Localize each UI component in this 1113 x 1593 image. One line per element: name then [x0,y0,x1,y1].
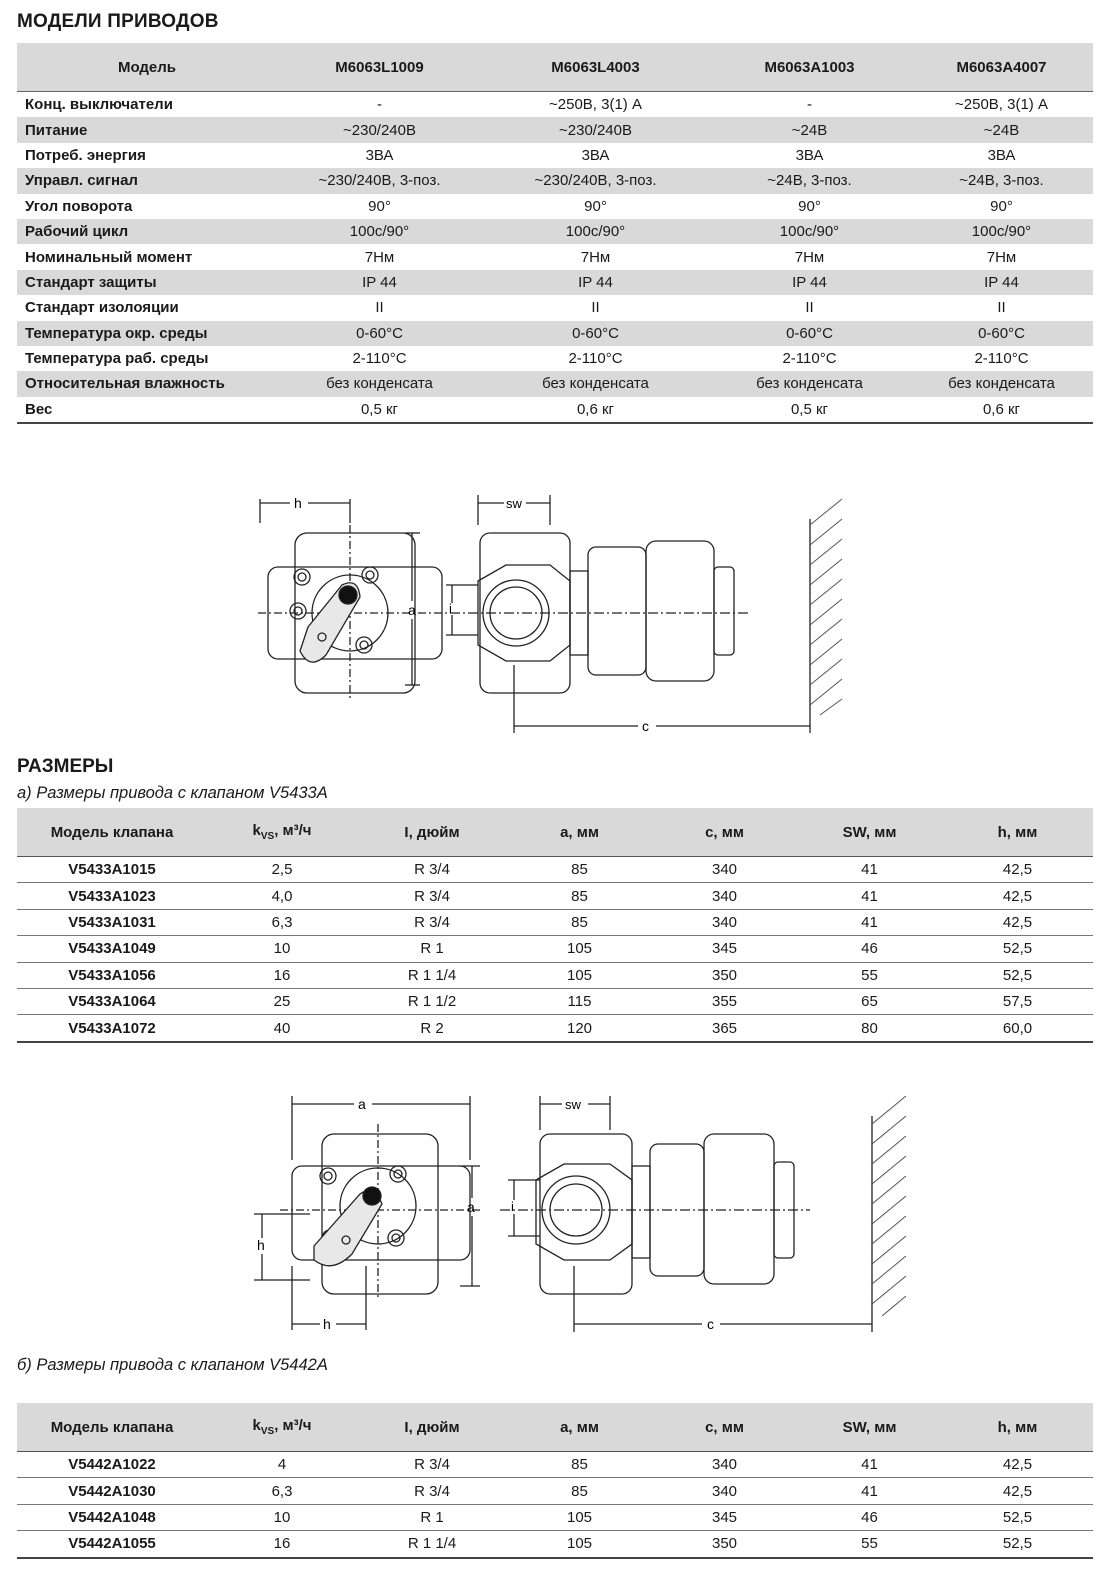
row-label-cell: V5442A1030 [17,1478,207,1504]
table-cell: R 1 1/4 [357,1531,507,1558]
table-row [17,1452,1093,1478]
table-cell: II [375,299,384,317]
table-row [17,962,1093,988]
table-cell: ~24В [709,117,910,142]
table-cell: 2-110°C [352,350,407,368]
valve-drawing-v5433a [230,485,870,745]
table-cell: 41 [797,1452,942,1478]
table-row [17,909,1093,935]
table-cell: 100с/90° [709,219,910,244]
table-cell: 0-60°C [482,321,709,346]
table-cell: 42,5 [942,1478,1093,1504]
table-row [17,988,1093,1014]
actuator-header-row [17,43,1093,92]
table-cell: ~24В, 3-поз. [910,168,1093,193]
table-cell: 52,5 [942,1504,1093,1530]
table-cell: 57,5 [942,988,1093,1014]
table-cell: 100с/90° [482,219,709,244]
table-row [17,321,1093,346]
table-cell: 60,0 [942,1015,1093,1042]
table-cell: 3ВА [365,146,394,164]
table-row [17,270,1093,295]
dim-label-h: h [294,495,302,511]
header-cell-kvs: $k_{VS}$, м³/ч [207,808,357,857]
row-label-cell: V5433A1049 [17,936,207,962]
dim-label-a: a [467,1199,475,1215]
row-label-cell: Номинальный момент [25,248,193,266]
table-cell: 345 [652,1504,797,1530]
table-cell: 6,3 [207,909,357,935]
dim-label-c: c [707,1316,714,1332]
table-cell: 0-60°C [910,321,1093,346]
table-cell: 350 [652,1531,797,1558]
row-label-cell: V5433A1015 [17,857,207,883]
table-cell: 65 [797,988,942,1014]
table-cell: IP 44 [709,270,910,295]
table-cell: 85 [507,883,652,909]
valve-drawing-v5442a [250,1090,920,1340]
header-cell: a, мм [507,808,652,857]
table-cell: 3ВА [795,146,824,164]
table-cell: 115 [507,988,652,1014]
table-cell: 52,5 [942,962,1093,988]
header-cell: SW, мм [797,808,942,857]
dim-label-a: a [358,1096,366,1112]
table-cell: 2-110°C [974,350,1029,368]
table-cell: R 2 [357,1015,507,1042]
header-cell: M6063L1009 [277,43,482,92]
table-cell: 7Нм [986,248,1017,266]
header-cell: M6063A4007 [910,43,1093,92]
actuator-models-title: МОДЕЛИ ПРИВОДОВ [17,11,219,32]
table-row [17,219,1093,244]
header-cell: SW, мм [797,1403,942,1452]
row-label-cell: Стандарт изолояции [25,299,179,317]
table-cell: 85 [507,857,652,883]
table-cell: 85 [507,909,652,935]
table-row [17,244,1093,269]
table-cell: 90° [584,197,607,215]
table-row [17,397,1093,423]
table-cell: 41 [797,883,942,909]
table-a-subtitle: а) Размеры привода с клапаном V5433A [17,784,328,802]
table-cell: R 3/4 [357,883,507,909]
table-cell: 4,0 [207,883,357,909]
table-cell: 90° [798,197,821,215]
table-a-header-row [17,808,1093,857]
table-cell: 55 [797,962,942,988]
row-label-cell: V5433A1031 [17,909,207,935]
table-row [17,1531,1093,1558]
table-row [17,883,1093,909]
table-cell: 90° [368,197,391,215]
table-cell: 40 [207,1015,357,1042]
row-label-cell: Температура раб. среды [25,350,209,368]
table-cell: 345 [652,936,797,962]
table-cell: ~230/240В, 3-поз. [482,168,709,193]
table-cell: 41 [797,909,942,935]
table-cell: II [997,299,1006,317]
table-row [17,92,1093,118]
table-cell: II [591,299,600,317]
table-row [17,857,1093,883]
header-cell: M6063A1003 [709,43,910,92]
dim-label-sw: sw [565,1097,581,1112]
table-cell: IP 44 [482,270,709,295]
table-cell: ~250В, 3(1) А [955,96,1048,114]
table-cell: ~230/240В, 3-поз. [277,168,482,193]
table-cell: 80 [797,1015,942,1042]
table-cell: 42,5 [942,857,1093,883]
table-cell: 46 [797,1504,942,1530]
row-label-cell: Потреб. энергия [25,146,146,164]
dimensions-table-b [17,1403,1093,1559]
table-cell: - [807,96,812,114]
table-row [17,936,1093,962]
table-cell: 42,5 [942,909,1093,935]
table-cell: R 3/4 [357,909,507,935]
row-label-cell: V5433A1064 [17,988,207,1014]
table-cell: 2-110°C [782,350,837,368]
table-row [17,143,1093,168]
header-cell: I, дюйм [357,808,507,857]
row-label-cell: Угол поворота [25,197,133,215]
table-cell: 0-60°C [277,321,482,346]
dimensions-title: РАЗМЕРЫ [17,756,114,777]
table-cell: 3ВА [581,146,610,164]
table-cell: 10 [207,936,357,962]
table-cell: 0,6 кг [910,397,1093,423]
header-cell-kvs: $k_{VS}$, м³/ч [207,1403,357,1452]
header-cell: c, мм [652,808,797,857]
header-cell: I, дюйм [357,1403,507,1452]
table-cell: R 3/4 [357,1452,507,1478]
table-cell: 55 [797,1531,942,1558]
table-cell: 2-110°C [568,350,623,368]
table-cell: 46 [797,936,942,962]
row-label-cell: V5433A1072 [17,1015,207,1042]
table-row [17,117,1093,142]
table-cell: 340 [652,1478,797,1504]
table-row [17,194,1093,219]
table-cell: ~230/240В [482,117,709,142]
table-cell: 41 [797,857,942,883]
dimensions-table-a [17,808,1093,1043]
table-cell: 0,5 кг [277,397,482,423]
table-cell: IP 44 [277,270,482,295]
table-cell: 100с/90° [277,219,482,244]
table-cell: R 1 1/2 [357,988,507,1014]
table-cell: 52,5 [942,1531,1093,1558]
row-label-cell: V5442A1022 [17,1452,207,1478]
row-label-cell: Вес [17,397,277,423]
table-cell: 85 [507,1478,652,1504]
table-cell: 16 [207,1531,357,1558]
table-cell: 340 [652,883,797,909]
table-cell: 10 [207,1504,357,1530]
table-cell: ~24В [910,117,1093,142]
dim-label-h: h [323,1316,331,1332]
table-b-header-row [17,1403,1093,1452]
dim-label-i: i [449,601,452,616]
table-cell: 340 [652,909,797,935]
dim-label-sw: sw [506,496,522,511]
table-cell: 90° [990,197,1013,215]
table-cell: IP 44 [910,270,1093,295]
table-cell: 105 [507,1504,652,1530]
dim-label-h: h [257,1237,265,1253]
table-cell: ~250В, 3(1) А [549,96,642,114]
table-cell: R 3/4 [357,857,507,883]
table-row [17,346,1093,371]
row-label-cell: V5442A1055 [17,1531,207,1558]
table-cell: 41 [797,1478,942,1504]
row-label-cell: Конц. выключатели [25,96,173,114]
table-cell: 25 [207,988,357,1014]
table-cell: 0,5 кг [709,397,910,423]
header-cell: Модель клапана [17,1403,207,1452]
table-cell: 52,5 [942,936,1093,962]
table-cell: 340 [652,857,797,883]
table-cell: 6,3 [207,1478,357,1504]
header-cell: h, мм [942,1403,1093,1452]
table-cell: 2,5 [207,857,357,883]
table-cell: R 1 1/4 [357,962,507,988]
row-label-cell: Температура окр. среды [17,321,277,346]
row-label-cell: V5433A1056 [17,962,207,988]
table-row [17,1478,1093,1504]
table-cell: 0,6 кг [482,397,709,423]
table-cell: 0-60°C [709,321,910,346]
table-cell: 350 [652,962,797,988]
table-cell: 105 [507,1531,652,1558]
table-cell: без конденсата [709,371,910,396]
table-cell: 105 [507,936,652,962]
table-cell: II [805,299,814,317]
table-cell: R 3/4 [357,1478,507,1504]
table-cell: без конденсата [482,371,709,396]
table-cell: 85 [507,1452,652,1478]
dim-label-i: i [511,1199,514,1214]
table-cell: 105 [507,962,652,988]
row-label-cell: Управл. сигнал [17,168,277,193]
row-label-cell: Относительная влажность [17,371,277,396]
table-cell: 7Нм [794,248,825,266]
table-cell: 3ВА [987,146,1016,164]
table-row [17,1504,1093,1530]
header-cell: Модель клапана [17,808,207,857]
table-cell: - [377,96,382,114]
header-cell: a, мм [507,1403,652,1452]
table-row [17,168,1093,193]
header-cell: M6063L4003 [482,43,709,92]
dim-label-c: c [642,718,649,734]
dim-label-a: a [408,602,416,618]
table-cell: 16 [207,962,357,988]
table-row [17,295,1093,320]
table-b-subtitle: б) Размеры привода с клапаном V5442A [17,1356,328,1374]
table-cell: ~24В, 3-поз. [709,168,910,193]
table-cell: 4 [207,1452,357,1478]
table-cell: 340 [652,1452,797,1478]
table-cell: R 1 [357,1504,507,1530]
header-cell: h, мм [942,808,1093,857]
table-cell: 7Нм [580,248,611,266]
table-cell: 7Нм [364,248,395,266]
table-cell: 355 [652,988,797,1014]
row-label-cell: Питание [17,117,277,142]
table-cell: без конденсата [910,371,1093,396]
table-cell: 42,5 [942,1452,1093,1478]
table-cell: 100с/90° [910,219,1093,244]
table-cell: ~230/240В [277,117,482,142]
header-cell: Модель [17,43,277,92]
table-cell: R 1 [357,936,507,962]
row-label-cell: V5433A1023 [17,883,207,909]
row-label-cell: Стандарт защиты [17,270,277,295]
actuator-specs-table [17,43,1093,424]
row-label-cell: V5442A1048 [17,1504,207,1530]
table-cell: без конденсата [277,371,482,396]
table-cell: 120 [507,1015,652,1042]
table-cell: 42,5 [942,883,1093,909]
table-row [17,371,1093,396]
table-row [17,1015,1093,1042]
row-label-cell: Рабочий цикл [17,219,277,244]
table-cell: 365 [652,1015,797,1042]
header-cell: c, мм [652,1403,797,1452]
